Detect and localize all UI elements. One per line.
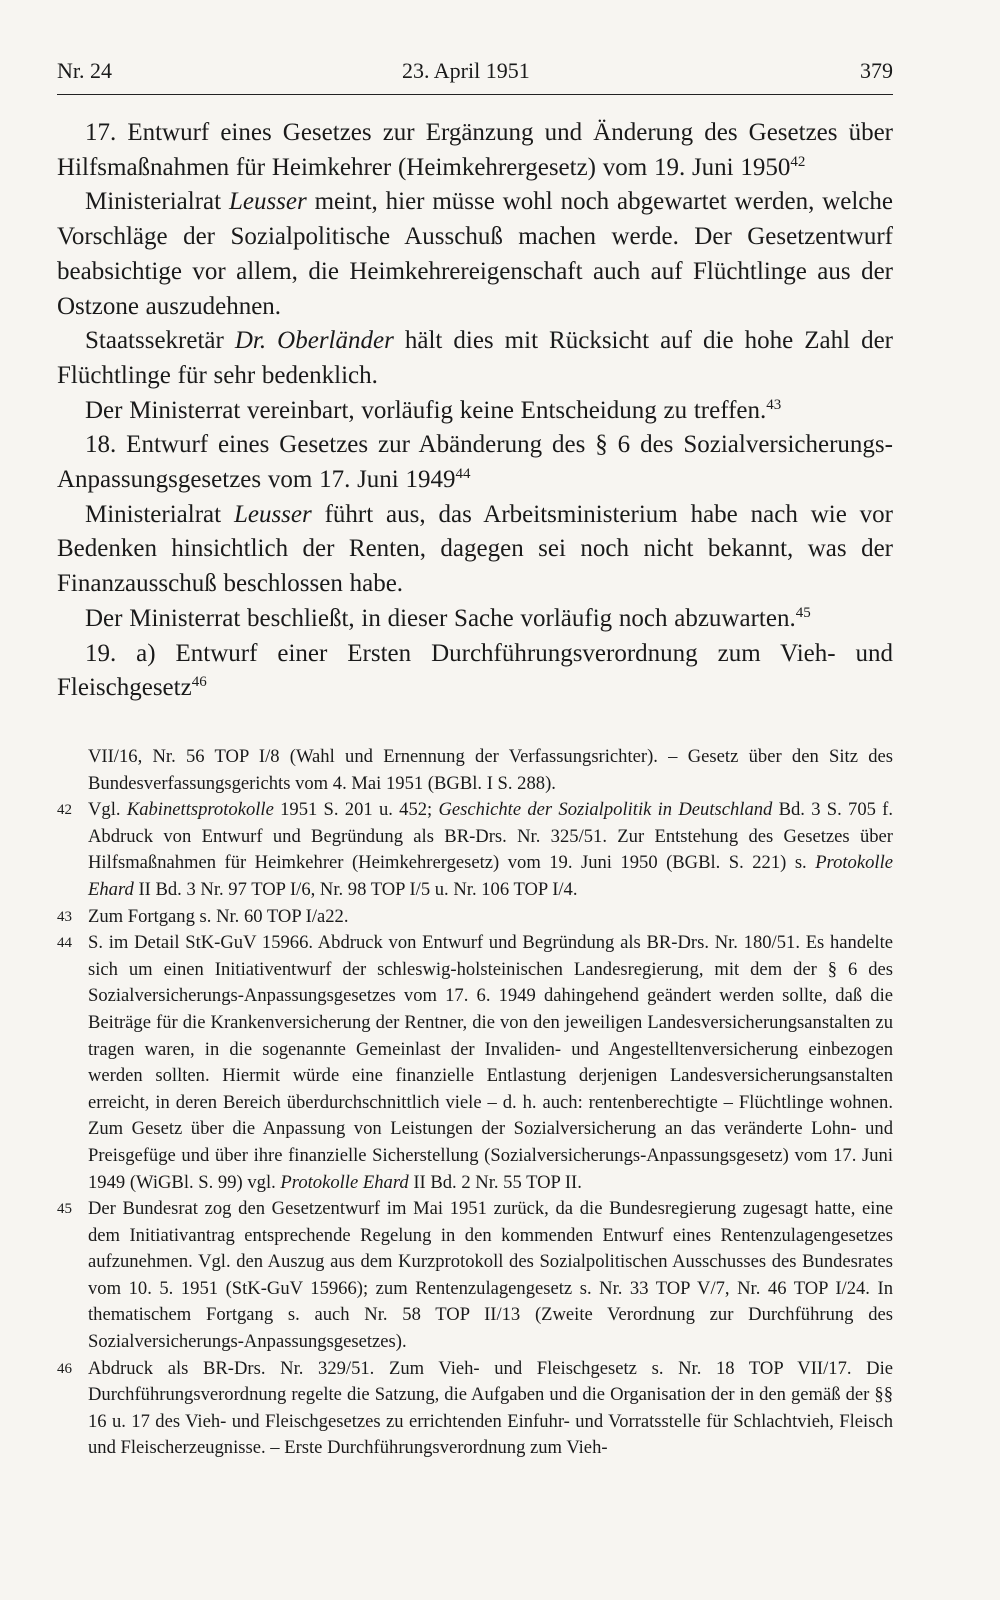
footnote-number: 46 [57, 1360, 72, 1377]
paragraph-oberlaender: Staatssekretär Dr. Oberländer hält dies mit Rücksicht auf die hohe Zahl der Flüchtlinge für sehr bedenklich. [57, 327, 893, 389]
speaker-name: Leusser [228, 188, 307, 216]
paragraph-leusser-2: Ministerialrat Leusser führt aus, das Arbeitsministerium habe nach wie vor Bedenken hinsichtlich der Renten, dagegen sei noch nicht bekannt, was der Finanzausschuß beschlossen habe. [57, 500, 893, 598]
item-18-heading: 18. Entwurf eines Gesetzes zur Abänderung des § 6 des Sozialversicherungs-Anpassungsgesetzes vom 17. Juni 1949$^{44}$ [57, 431, 893, 494]
paragraph-decision-18: Der Ministerrat beschließt, in dieser Sache vorläufig noch abzuwarten.$^{45}$ [85, 604, 811, 632]
footnote-number: 45 [57, 1201, 72, 1218]
page-number: 379 [860, 58, 893, 83]
footnote-number: 44 [57, 935, 72, 952]
paragraph-decision-17: Der Ministerrat vereinbart, vorläufig keine Entscheidung zu treffen.$^{43}$ [85, 396, 782, 424]
footnote-continuation: VII/16, Nr. 56 TOP I/8 (Wahl und Ernennung der Verfassungsrichter). – Gesetz über den Sitz des Bundesverfassungsgerichts vom 4. Mai 1951 (BGBl. I S. 288). [88, 746, 893, 794]
footnote-42: 42 Vgl. Kabinettsprotokolle 1951 S. 201 u. 452; Geschichte der Sozialpolitik in Deutschland Bd. 3 S. 705 f. Abdruck von Entwurf und Begründung als BR-Drs. Nr. 325/51. Zur Entstehung des Gesetzes über Hilfsmaßnahmen für Heimkehrer (Heimkehrergesetz) vom 19. Juni 1950 (BGBl. S. 221) s. Protokolle Ehard II Bd. 3 Nr. 97 TOP I/6, Nr. 98 TOP I/5 u. Nr. 106 TOP I/4. [57, 799, 894, 900]
page-header [57, 52, 893, 95]
footnote-45: 45 Der Bundesrat zog den Gesetzentwurf im Mai 1951 zurück, da die Bundesregierung zugesagt hatte, eine dem Initiativantrag entsprechende Regelung in den kommenden Entwurf eines Rentenzulagengesetzes aufzunehmen. Vgl. den Auszug aus dem Kurzprotokoll des Sozialpolitischen Ausschusses des Bundesrates vom 10. 5. 1951 (StK-GuV 15966); zum Rentenzulagengesetz s. Nr. 33 TOP V/7, Nr. 46 TOP I/24. In thematischem Fortgang s. auch Nr. 58 TOP II/13 (Zweite Verordnung zur Durchführung des Sozialversicherungs-Anpassungsgesetzes). [57, 1198, 893, 1353]
footnote-43: 43 Zum Fortgang s. Nr. 60 TOP I/a22. [57, 904, 893, 931]
footnote-ref-46[interactable]: 46 [191, 674, 207, 691]
footnote-ref-43[interactable]: 43 [766, 396, 782, 413]
footnote-number: 42 [57, 802, 72, 819]
footnote-ref-42[interactable]: 42 [790, 153, 806, 170]
speaker-name: Leusser [233, 500, 312, 528]
item-19-heading: 19. a) Entwurf einer Ersten Durchführungsverordnung zum Vieh- und Fleischgesetz$^{46}$ [57, 639, 893, 702]
footnote-46: 46 Abdruck als BR-Drs. Nr. 329/51. Zum Vieh- und Fleischgesetz s. Nr. 18 TOP VII/17. Die Durchführungsverordnung regelte die Satzung, die Aufgaben und die Organisation der in den gemäß der §§ 16 u. 17 des Vieh- und Fleischgesetzes zu errichtenden Einfuhr- und Vorratsstelle für Schlachtvieh, Fleisch und Fleischerzeugnisse. – Erste Durchführungsverordnung zum Vieh- [57, 1357, 893, 1459]
main-text [57, 116, 893, 706]
paragraph-leusser-1: Ministerialrat Leusser meint, hier müsse wohl noch abgewartet werden, welche Vorschläge der Sozialpolitische Ausschuß machen werde. Der Gesetzentwurf beabsichtige vor allem, die Heimkehrereigenschaft auch auf Flüchtlinge aus der Ostzone auszudehnen. [57, 188, 893, 320]
footnote-44: 44 S. im Detail StK-GuV 15966. Abdruck von Entwurf und Begründung als BR-Drs. Nr. 180/51. Es handelte sich um einen Initiativentwurf der schleswig-holsteinischen Landesregierung, mit dem der § 6 des Sozialversicherungs-Anpassungsgesetzes vom 17. 6. 1949 dahingehend geändert werden sollte, daß die Beiträge für die Krankenversicherung der Rentner, die von den jeweiligen Landesversicherungsanstalten zu tragen waren, in die sogenannte Gemeinlast der Invaliden- und Angestelltenversicherung einbezogen werden sollten. Hiermit würde eine finanzielle Entlastung derjenigen Landesversicherungsanstalten erreicht, in deren Bereich überdurchschnittlich viele – d. h. auch: rentenberechtigte – Flüchtlinge wohnen. Zum Gesetz über die Anpassung von Leistungen der Sozialversicherung an das veränderte Lohn- und Preisgefüge und über ihre finanzielle Sicherstellung (Sozialversicherungs-Anpassungsgesetz) vom 17. Juni 1949 (WiGBl. S. 99) vgl. Protokolle Ehard II Bd. 2 Nr. 55 TOP II. [57, 932, 893, 1193]
issue-number: Nr. 24 [57, 58, 112, 83]
footnote-ref-45[interactable]: 45 [795, 604, 811, 621]
footnotes [57, 744, 893, 1462]
header-date: 23. April 1951 [402, 58, 530, 83]
footnote-number: 43 [57, 908, 72, 925]
footnote-ref-44[interactable]: 44 [455, 466, 471, 483]
item-17-heading: 17. Entwurf eines Gesetzes zur Ergänzung und Änderung des Gesetzes über Hilfsmaßnahmen für Heimkehrer (Heimkehrergesetz) vom 19. Juni 1950$^{42}$ [57, 119, 893, 181]
speaker-name: Dr. Oberländer [234, 327, 394, 355]
